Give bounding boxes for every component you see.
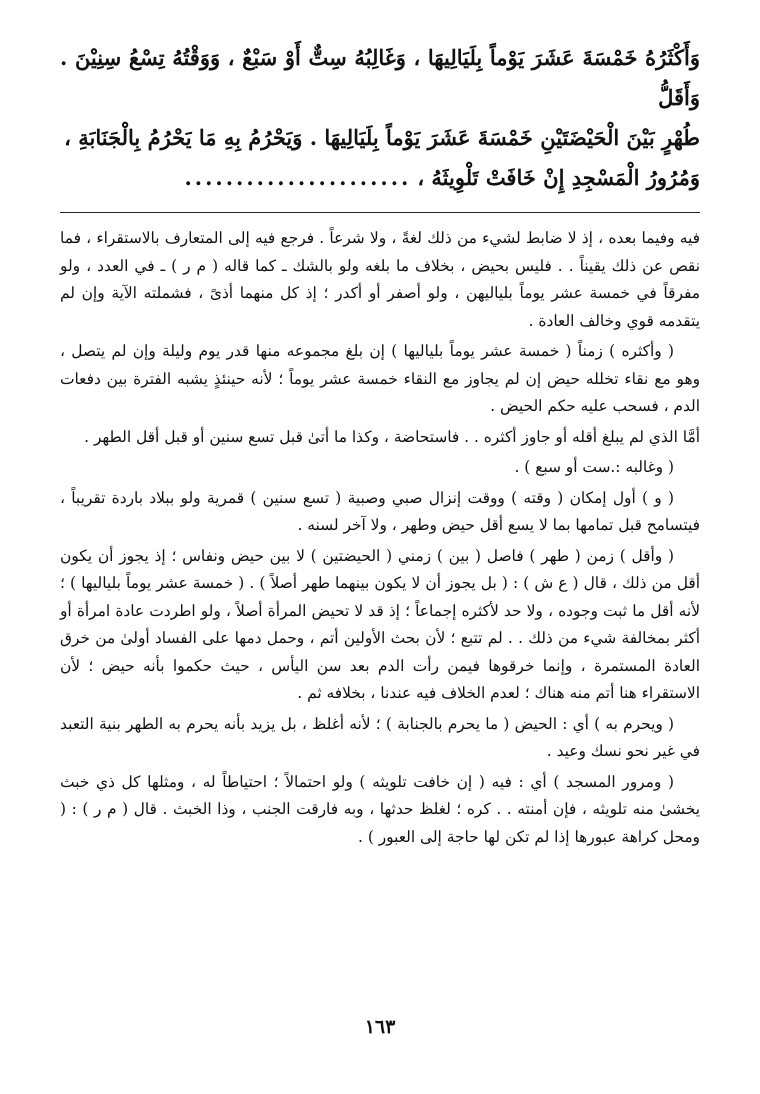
matn-line-1: وَأَكْثَرُهُ خَمْسَةَ عَشَرَ يَوْماً بِلَيَالِيهَا ، وَغَالِبُهُ سِتٌّ أَوْ سَبْعٌ ، وَوَقْتُهُ تِسْعُ سِنِيْنَ . وَأَقَلُّ bbox=[60, 45, 700, 110]
sharh-paragraph-7: ( ويحرم به ) أي : الحيض ( ما يحرم بالجنابة ) ؛ لأنه أغلظ ، بل يزيد بأنه يحرم به الطهر بنية التعبد في غير نحو نسك وعيد . bbox=[60, 714, 700, 760]
sharh-paragraph-3: أمَّا الذي لم يبلغ أقله أو جاوز أكثره . . فاستحاضة ، وكذا ما أتىٰ قبل تسع سنين أو قبل أقل الطهر . bbox=[84, 427, 700, 446]
page-number: ١٦٣ bbox=[364, 1016, 396, 1038]
book-page bbox=[60, 38, 700, 1054]
sharh-commentary bbox=[60, 225, 700, 851]
matn-line-2: طُهْرٍ بَيْنَ الْحَيْضَتَيْنِ خَمْسَةَ عَشَرَ يَوْماً بِلَيَالِيهَا . وَيَحْرُمُ بِهِ مَا يَحْرُمُ بِالْجَنَابَةِ ، bbox=[64, 125, 700, 150]
matn-text bbox=[60, 38, 700, 198]
sharh-paragraph-5: ( و ) أول إمكان ( وقته ) ووقت إنزال صبي وصبية ( تسع سنين ) قمرية ولو ببلاد باردة تقريباً ، فيتسامح قبل تمامها بما لا يسع أقل حيض وطهر ، ولا آخر لسنه . bbox=[60, 488, 700, 534]
sharh-paragraph-1: فيه وفيما بعده ، إذ لا ضابط لشيء من ذلك لغةً ، ولا شرعاً . فرجع فيه إلى المتعارف بالاستقراء ، فما نقص عن ذلك يقيناً . . فليس بحيض ، بخلاف ما بلغه ولو بالشك ـ كما قاله ( م ر ) ـ في العدد ، ولو مفرقاً في خمسة عشر يوماً بلياليهن ، ولو أصفر أو أكدر ؛ إذ كل منهما أذىً ، فشملته الآية وإن لم يتقدمه قوي وخالف العادة . bbox=[60, 229, 700, 330]
matn-line-3-text: وَمُرُورُ الْمَسْجِدِ إِنْ خَافَتْ تَلْوِيثَهُ ، bbox=[417, 165, 700, 190]
sharh-paragraph-8: ( ومرور المسجد ) أي : فيه ( إن خافت تلويثه ) ولو احتمالاً ؛ احتياطاً له ، ومثلها كل ذي خبث يخشىٰ منه تلويثه ، فإن أمنته . . كره ؛ لغلظ حدثها ، وبه فارقت الجنب ، وذا الخبث . قال ( م ر ) : ( ومحل كراهة عبورها إذا لم تكن لها حاجة إلى العبور ) . bbox=[60, 772, 700, 846]
trailing-dots: ...................... bbox=[184, 165, 412, 190]
sharh-paragraph-2: ( وأكثره ) زمناً ( خمسة عشر يوماً بلياليها ) إن بلغ مجموعه منها قدر يوم وليلة وإن لم يتصل ، وهو مع نقاء تخلله حيض إن لم يجاوز مع النقاء خمسة عشر يوماً ؛ لأنه حينئذٍ يشبه الفترة بين دفعات الدم ، فسحب عليه حكم الحيض . bbox=[60, 342, 700, 415]
sharh-paragraph-4: ( وغالبه :.ست أو سبع ) . bbox=[514, 458, 674, 476]
matn-line-3 bbox=[60, 158, 700, 198]
separator-rule bbox=[60, 212, 700, 213]
sharh-paragraph-6: ( وأقل ) زمن ( طهر ) فاصل ( بين ) زمني ( الحيضتين ) لا بين حيض ونفاس ؛ إذ يجوز أن يكون أقل من ذلك ، قال ( ع ش ) : ( بل يجوز أن لا يكون بينهما طهر أصلاً ) . ( خمسة عشر يوماً بلياليها ) ؛ لأنه أقل ما ثبت وجوده ، ولا حد لأكثره إجماعاً ؛ إذ قد لا تحيض المرأة أصلاً ، ولو اطردت عادة امرأة أو أكثر بمخالفة شيء من ذلك . . لم تتبع ؛ لأن بحث الأولين أتم ، وحمل دمها على الفساد أولىٰ من خرق العادة المستمرة ، وإنما خرقوها فيمن رأت الدم بعد سن اليأس ، حيث حكموا بأنه حيض ؛ لأن الاستقراء هنا أتم منه هناك ؛ لعدم الخلاف فيه عندنا ، بخلافه ثم . bbox=[60, 546, 700, 702]
